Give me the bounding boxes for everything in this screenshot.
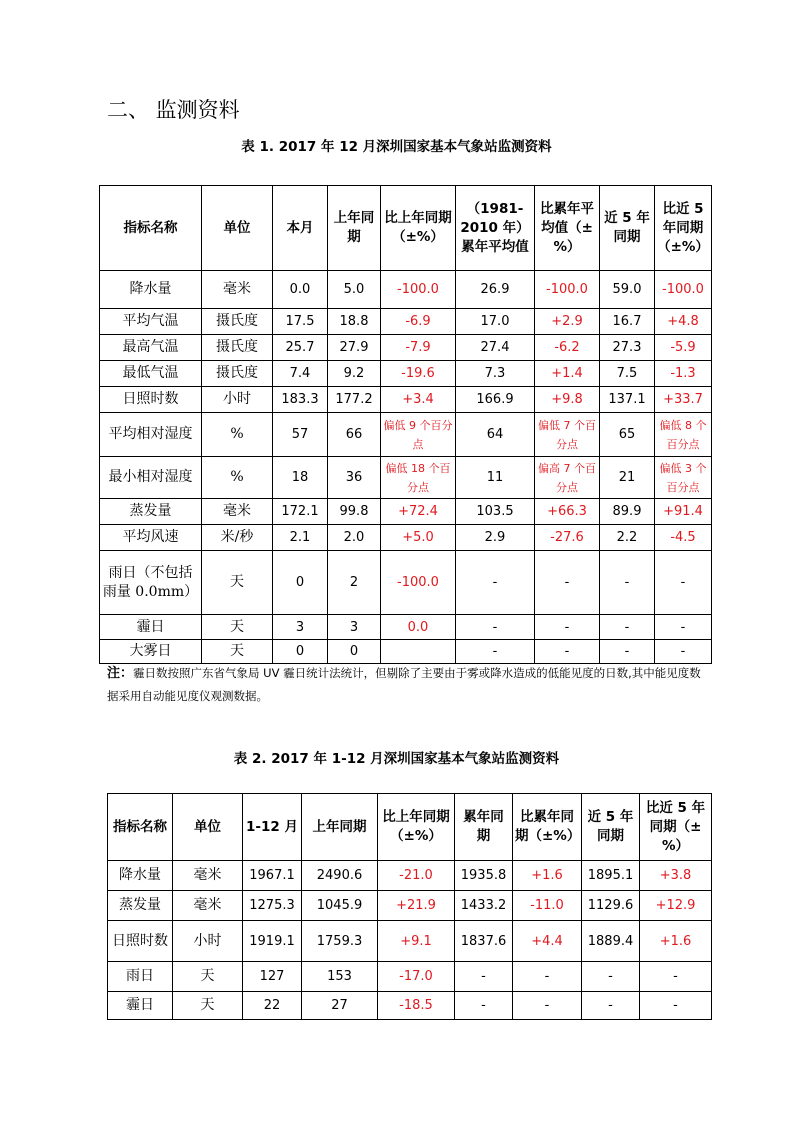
metric-unit: 小时	[173, 921, 243, 962]
metric-name: 降水量	[108, 861, 173, 891]
change-cell: -18.5	[378, 992, 455, 1020]
metric-unit: 毫米	[173, 891, 243, 921]
header-cell: 上年同期	[328, 186, 381, 271]
table-row	[100, 335, 712, 361]
change-cell: +1.6	[640, 921, 712, 962]
value-cell: 137.1	[600, 387, 655, 413]
value-cell: 57	[273, 413, 328, 457]
table-row	[100, 499, 712, 525]
value-cell: -	[513, 992, 582, 1020]
change-cell: +9.1	[378, 921, 455, 962]
value-cell: -	[600, 640, 655, 664]
value-cell: 11	[456, 457, 535, 499]
table-row	[108, 861, 712, 891]
value-cell: -	[582, 962, 640, 992]
metric-name: 最小相对湿度	[100, 457, 202, 499]
value-cell: 66	[328, 413, 381, 457]
value-cell: 172.1	[273, 499, 328, 525]
header-cell: 上年同期	[302, 794, 378, 861]
value-cell: -	[455, 962, 513, 992]
value-cell: 7.5	[600, 361, 655, 387]
metric-unit: 小时	[202, 387, 273, 413]
metric-name: 霾日	[108, 992, 173, 1020]
change-cell: -27.6	[535, 525, 600, 551]
metric-unit: 天	[202, 640, 273, 664]
value-cell: 26.9	[456, 271, 535, 309]
monthly-data-table	[99, 185, 712, 664]
value-cell: 1837.6	[455, 921, 513, 962]
metric-unit: 毫米	[202, 271, 273, 309]
metric-unit: 摄氏度	[202, 335, 273, 361]
metric-name: 最高气温	[100, 335, 202, 361]
metric-unit: 天	[173, 992, 243, 1020]
change-cell: +66.3	[535, 499, 600, 525]
table-row	[100, 525, 712, 551]
change-cell: -19.6	[381, 361, 456, 387]
metric-name: 雨日	[108, 962, 173, 992]
value-cell: -	[582, 992, 640, 1020]
metric-name: 降水量	[100, 271, 202, 309]
value-cell: 0.0	[273, 271, 328, 309]
value-cell: 65	[600, 413, 655, 457]
metric-name: 平均风速	[100, 525, 202, 551]
change-cell: +9.8	[535, 387, 600, 413]
value-cell: 0	[273, 551, 328, 615]
change-cell: -4.5	[655, 525, 712, 551]
value-cell: 7.4	[273, 361, 328, 387]
value-cell: 18.8	[328, 309, 381, 335]
metric-name: 大雾日	[100, 640, 202, 664]
value-cell: -	[513, 962, 582, 992]
value-cell: 7.3	[456, 361, 535, 387]
value-cell: 27.9	[328, 335, 381, 361]
value-cell: 64	[456, 413, 535, 457]
change-cell: -100.0	[535, 271, 600, 309]
header-cell: 比累年平均值（±%）	[535, 186, 600, 271]
metric-name: 平均气温	[100, 309, 202, 335]
value-cell: 2.1	[273, 525, 328, 551]
change-cell: +4.4	[513, 921, 582, 962]
value-cell: 21	[600, 457, 655, 499]
value-cell: -	[640, 962, 712, 992]
table-row	[108, 921, 712, 962]
table-header-row	[108, 794, 712, 861]
value-cell: 1895.1	[582, 861, 640, 891]
change-cell: +4.8	[655, 309, 712, 335]
metric-unit: %	[202, 413, 273, 457]
change-cell: +2.9	[535, 309, 600, 335]
value-cell: 127	[243, 962, 302, 992]
value-cell: 27.3	[600, 335, 655, 361]
value-cell: 1275.3	[243, 891, 302, 921]
value-cell: 18	[273, 457, 328, 499]
value-cell: 99.8	[328, 499, 381, 525]
table-row	[100, 361, 712, 387]
value-cell: -	[456, 615, 535, 640]
value-cell: 17.5	[273, 309, 328, 335]
value-cell: 59.0	[600, 271, 655, 309]
table-row	[108, 992, 712, 1020]
note-text: 霾日数按照广东省气象局 UV 霾日统计法统计，但剔除了主要由于雾或降水造成的低能见度的日数,其中能见度数据采用自动能见度仪观测数据。	[107, 666, 701, 703]
value-cell: 153	[302, 962, 378, 992]
header-cell: 近 5 年同期	[600, 186, 655, 271]
change-cell: 偏低 7 个百分点	[535, 413, 600, 457]
metric-unit: 天	[173, 962, 243, 992]
value-cell: 166.9	[456, 387, 535, 413]
header-cell: 本月	[273, 186, 328, 271]
section-heading: 二、 监测资料	[107, 98, 240, 122]
header-cell: 1-12 月	[243, 794, 302, 861]
table-note	[107, 662, 711, 707]
value-cell: 1889.4	[582, 921, 640, 962]
metric-name: 平均相对湿度	[100, 413, 202, 457]
metric-name: 最低气温	[100, 361, 202, 387]
table1-caption: 表 1. 2017 年 12 月深圳国家基本气象站监测资料	[241, 139, 552, 155]
value-cell: 89.9	[600, 499, 655, 525]
change-cell	[381, 640, 456, 664]
value-cell: -	[535, 640, 600, 664]
value-cell: 0	[273, 640, 328, 664]
value-cell: 1129.6	[582, 891, 640, 921]
value-cell: -	[655, 615, 712, 640]
value-cell: 2	[328, 551, 381, 615]
value-cell: 5.0	[328, 271, 381, 309]
change-cell: +21.9	[378, 891, 455, 921]
value-cell: -	[600, 551, 655, 615]
metric-name: 日照时数	[108, 921, 173, 962]
value-cell: -	[655, 640, 712, 664]
change-cell: -6.9	[381, 309, 456, 335]
note-label: 注：	[107, 666, 134, 681]
table-row	[100, 457, 712, 499]
value-cell: 27.4	[456, 335, 535, 361]
value-cell: 103.5	[456, 499, 535, 525]
metric-name: 霾日	[100, 615, 202, 640]
value-cell: -	[600, 615, 655, 640]
change-cell: -11.0	[513, 891, 582, 921]
change-cell: -100.0	[381, 271, 456, 309]
value-cell: 27	[302, 992, 378, 1020]
table-row	[100, 387, 712, 413]
header-cell: 指标名称	[100, 186, 202, 271]
value-cell: 2.9	[456, 525, 535, 551]
change-cell: 0.0	[381, 615, 456, 640]
change-cell: +1.4	[535, 361, 600, 387]
change-cell: +91.4	[655, 499, 712, 525]
value-cell: 9.2	[328, 361, 381, 387]
metric-unit: 毫米	[173, 861, 243, 891]
metric-unit: %	[202, 457, 273, 499]
change-cell: -7.9	[381, 335, 456, 361]
table-row	[108, 891, 712, 921]
header-cell: （1981-2010 年）累年平均值	[456, 186, 535, 271]
value-cell: 3	[273, 615, 328, 640]
change-cell: +3.8	[640, 861, 712, 891]
value-cell: -	[456, 640, 535, 664]
table-row	[100, 413, 712, 457]
value-cell: -	[535, 615, 600, 640]
value-cell: -	[456, 551, 535, 615]
value-cell: -	[655, 551, 712, 615]
header-cell: 单位	[173, 794, 243, 861]
change-cell: -5.9	[655, 335, 712, 361]
header-cell: 指标名称	[108, 794, 173, 861]
table-row	[100, 615, 712, 640]
metric-name: 雨日（不包括雨量 0.0mm）	[100, 551, 202, 615]
metric-unit: 米/秒	[202, 525, 273, 551]
metric-unit: 毫米	[202, 499, 273, 525]
table-row	[100, 271, 712, 309]
metric-unit: 天	[202, 551, 273, 615]
value-cell: 1967.1	[243, 861, 302, 891]
change-cell: -6.2	[535, 335, 600, 361]
change-cell: +1.6	[513, 861, 582, 891]
metric-name: 日照时数	[100, 387, 202, 413]
metric-name: 蒸发量	[100, 499, 202, 525]
value-cell: -	[640, 992, 712, 1020]
metric-name: 蒸发量	[108, 891, 173, 921]
table-row	[100, 551, 712, 615]
value-cell: -	[455, 992, 513, 1020]
header-cell: 比近 5 年同期（±%）	[640, 794, 712, 861]
value-cell: 177.2	[328, 387, 381, 413]
change-cell: 偏低 18 个百分点	[381, 457, 456, 499]
value-cell: 3	[328, 615, 381, 640]
header-cell: 比累年同期（±%）	[513, 794, 582, 861]
value-cell: 1935.8	[455, 861, 513, 891]
value-cell: 0	[328, 640, 381, 664]
change-cell: -17.0	[378, 962, 455, 992]
value-cell: 183.3	[273, 387, 328, 413]
value-cell: 17.0	[456, 309, 535, 335]
value-cell: 25.7	[273, 335, 328, 361]
value-cell: 1759.3	[302, 921, 378, 962]
annual-data-table	[107, 793, 712, 1020]
change-cell: 偏低 3 个百分点	[655, 457, 712, 499]
value-cell: 36	[328, 457, 381, 499]
value-cell: 16.7	[600, 309, 655, 335]
value-cell: 2490.6	[302, 861, 378, 891]
metric-unit: 摄氏度	[202, 309, 273, 335]
value-cell: 1433.2	[455, 891, 513, 921]
value-cell: -	[535, 551, 600, 615]
change-cell: +33.7	[655, 387, 712, 413]
change-cell: 偏低 8 个百分点	[655, 413, 712, 457]
table-header-row	[100, 186, 712, 271]
change-cell: 偏高 7 个百分点	[535, 457, 600, 499]
table-row	[100, 309, 712, 335]
header-cell: 单位	[202, 186, 273, 271]
value-cell: 2.2	[600, 525, 655, 551]
header-cell: 累年同期	[455, 794, 513, 861]
change-cell: +3.4	[381, 387, 456, 413]
change-cell: -1.3	[655, 361, 712, 387]
change-cell: +72.4	[381, 499, 456, 525]
change-cell: +12.9	[640, 891, 712, 921]
value-cell: 1919.1	[243, 921, 302, 962]
header-cell: 比上年同期（±%）	[381, 186, 456, 271]
metric-unit: 摄氏度	[202, 361, 273, 387]
table2-caption: 表 2. 2017 年 1-12 月深圳国家基本气象站监测资料	[233, 751, 560, 767]
value-cell: 22	[243, 992, 302, 1020]
header-cell: 比上年同期（±%）	[378, 794, 455, 861]
header-cell: 比近 5 年同期（±%）	[655, 186, 712, 271]
change-cell: 偏低 9 个百分点	[381, 413, 456, 457]
value-cell: 2.0	[328, 525, 381, 551]
value-cell: 1045.9	[302, 891, 378, 921]
metric-unit: 天	[202, 615, 273, 640]
change-cell: -100.0	[381, 551, 456, 615]
header-cell: 近 5 年同期	[582, 794, 640, 861]
table-row	[108, 962, 712, 992]
change-cell: -100.0	[655, 271, 712, 309]
table-row	[100, 640, 712, 664]
change-cell: +5.0	[381, 525, 456, 551]
change-cell: -21.0	[378, 861, 455, 891]
